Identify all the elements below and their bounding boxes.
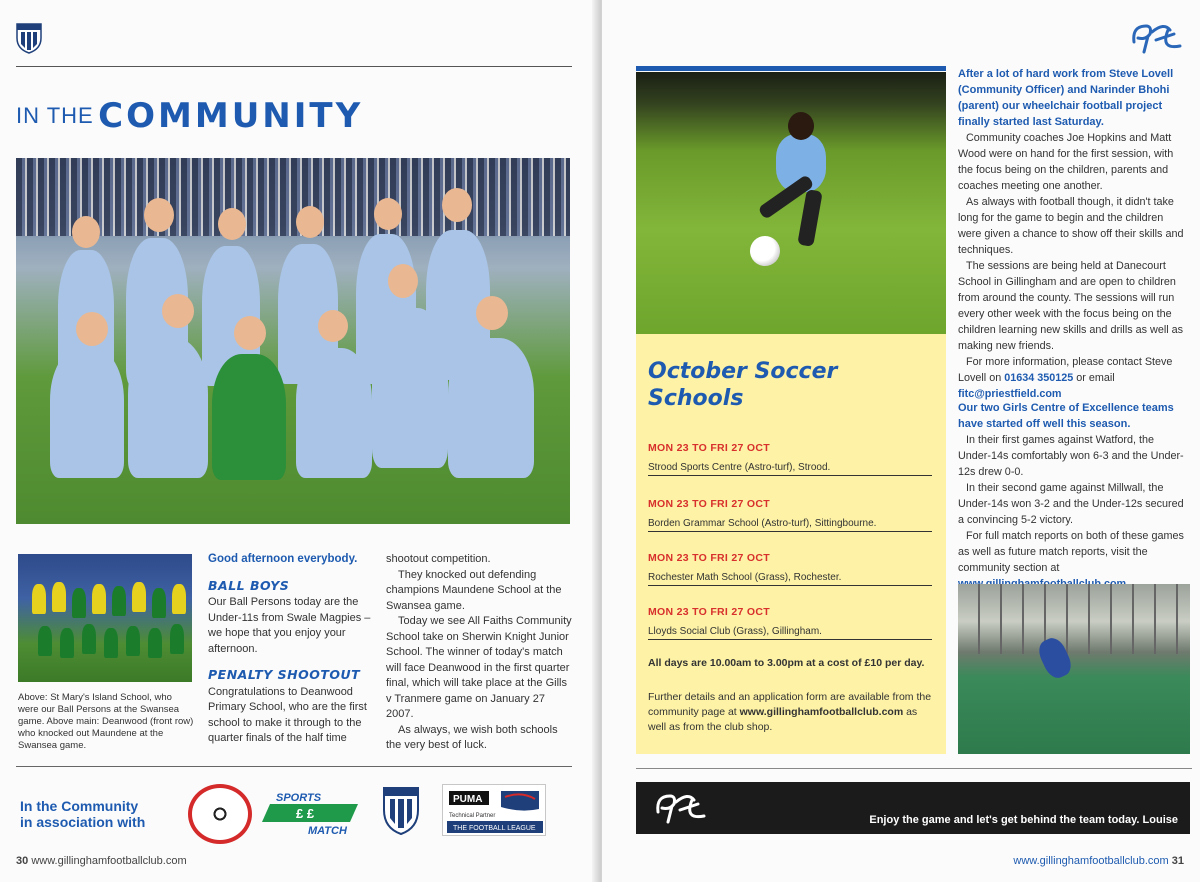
- ball-boys-text: Our Ball Persons today are the Under-11s from Swale Magpies – we hope that you enjoy your afternoon.: [208, 596, 371, 655]
- girls-article: [958, 400, 1188, 592]
- further-details: [648, 690, 938, 735]
- association-line-2: in association with: [20, 814, 146, 830]
- right-page: [602, 0, 1200, 882]
- girls-para-3: [958, 528, 1188, 592]
- club-crest-icon: [16, 22, 42, 54]
- stadium-stand: [16, 158, 570, 236]
- closing-banner: [636, 782, 1190, 834]
- team-photo-deanwood: [16, 158, 570, 524]
- top-rule: [16, 66, 572, 67]
- girls-para-3-text: For full match reports on both of these games as well as future match reports, visit the community section at: [958, 530, 1184, 574]
- penalty-shootout-text: Congratulations to Deanwood Primary School, who are the first school to make it through to the quarter finals of the half time: [208, 685, 367, 744]
- entry-date: MON 23 TO FRI 27 OCT: [648, 498, 770, 510]
- ball: [750, 236, 780, 266]
- page-title: [16, 96, 363, 136]
- contact-mid-text: or email: [1076, 372, 1115, 384]
- penalty-shootout-heading: PENALTY SHOOTOUT: [208, 667, 361, 682]
- col3-para-1: shootout competition.: [386, 553, 491, 565]
- blue-rule: [636, 66, 946, 71]
- footer-right: [1013, 855, 1184, 867]
- photo-caption: Above: St Mary's Island School, who were our Ball Persons at the Swansea game. Above main: Deanwood (front row) who knocked out Maundene at the Swansea game.: [18, 692, 194, 751]
- contact-para: [958, 354, 1188, 402]
- contact-phone: 01634 350125: [1004, 372, 1074, 384]
- association-line-1: In the Community: [20, 798, 139, 814]
- soccer-school-photo: [636, 72, 946, 334]
- ball-boys-heading: BALL BOYS: [208, 577, 290, 593]
- girls-para-2: In their second game against Millwall, the Under-14s won 3-2 and the Under-12s secured a convincing 5-2 victory.: [958, 482, 1184, 526]
- gfc-logo-icon: [1130, 20, 1186, 56]
- sports-text: SPORTS: [276, 792, 322, 804]
- further-text-1: Further details and an application form are available from the community page at: [648, 691, 932, 718]
- footer-site-left[interactable]: www.gillinghamfootballclub.com: [31, 855, 187, 867]
- entry-venue: Borden Grammar School (Astro-turf), Sittingbourne.: [648, 518, 932, 532]
- bottom-rule-right: [636, 768, 1192, 769]
- entry-date: MON 23 TO FRI 27 OCT: [648, 606, 770, 618]
- all-days-info: All days are 10.00am to 3.00pm at a cost of £10 per day.: [648, 657, 925, 669]
- puma-sub-text: Technical Partner: [449, 813, 496, 819]
- football-icon: [210, 804, 230, 824]
- entry-venue: Rochester Math School (Grass), Rochester.: [648, 572, 932, 586]
- left-page: [0, 0, 598, 882]
- wheelchair-lead: After a lot of hard work from Steve Lovell (Community Officer) and Narinder Bhohi (parent) our wheelchair football project finally started last Saturday.: [958, 68, 1174, 128]
- wheelchair-article: [958, 66, 1188, 402]
- col3-para-3: Today we see All Faiths Community School take on Sherwin Knight Junior School. The winner of today's match will face Deanwood in the first quarter final, which will take place at the Gills v Tranmere game on January 27 2007.: [386, 615, 572, 720]
- schedule-entry: [648, 606, 932, 640]
- sports-match-logo: [262, 790, 362, 836]
- schedule-entry: [648, 552, 932, 586]
- puma-text: PUMA: [453, 794, 483, 805]
- bottom-rule: [16, 766, 572, 767]
- col3-para-4: As always, we wish both schools the very best of luck.: [386, 723, 558, 751]
- wheelchair-para-3: The sessions are being held at Danecourt School in Gillingham and are open to children from around the county. The sessions will run every other week with the focus being on the children learning new skills and drills as well as making new friends.: [958, 260, 1184, 352]
- footer-site-right[interactable]: www.gillinghamfootballclub.com: [1013, 855, 1169, 867]
- entry-date: MON 23 TO FRI 27 OCT: [648, 552, 770, 564]
- schedule-entry: [648, 442, 932, 476]
- wheelchair-para-1: Community coaches Joe Hopkins and Matt Wood were on hand for the first session, with the focus being on the children, parents and coaches meeting one another.: [958, 132, 1174, 192]
- girls-lead: Our two Girls Centre of Excellence teams have started off well this season.: [958, 402, 1174, 430]
- entry-date: MON 23 TO FRI 27 OCT: [648, 442, 770, 454]
- page-number-right: 31: [1171, 855, 1184, 867]
- svg-text:£ £: £ £: [296, 806, 315, 821]
- wheelchair-para-2: As always with football though, it didn't take long for the game to begin and the children were given a chance to show off their skills and techniques.: [958, 196, 1184, 256]
- team-photo-st-marys: [18, 554, 192, 682]
- entry-venue: Strood Sports Centre (Astro-turf), Strood.: [648, 462, 932, 476]
- soccer-schools-box: [636, 334, 946, 754]
- football-league-text: THE FOOTBALL LEAGUE: [453, 825, 536, 832]
- page-number-left: 30: [16, 855, 29, 867]
- col3-para-2: They knocked out defending champions Maundene School at the Swansea game.: [386, 568, 562, 612]
- further-text-2: as well as from the club shop.: [648, 706, 918, 733]
- soccer-schools-title: October Soccer Schools: [648, 359, 838, 411]
- footer-left: [16, 855, 187, 867]
- puma-football-league-logo: [442, 784, 546, 836]
- association-label: [20, 798, 145, 830]
- banner-message: Enjoy the game and let's get behind the team today. Louise: [869, 814, 1178, 826]
- article-column-2: [208, 552, 372, 747]
- greeting: Good afternoon everybody.: [208, 553, 358, 565]
- title-main: COMMUNITY: [98, 96, 364, 136]
- gfc-logo-white-icon: [652, 790, 712, 826]
- contact-email-link[interactable]: fitc@priestfield.com: [958, 388, 1062, 400]
- fence: [958, 584, 1190, 654]
- gillingham-crest-logo: [382, 784, 420, 836]
- football-in-the-community-logo: [188, 784, 252, 844]
- further-site-link[interactable]: www.gillinghamfootballclub.com: [739, 706, 904, 718]
- article-column-3: [386, 552, 572, 754]
- match-text: MATCH: [308, 825, 347, 836]
- goalkeeper-photo: [958, 584, 1190, 754]
- entry-venue: Lloyds Social Club (Grass), Gillingham.: [648, 626, 932, 640]
- schedule-entry: [648, 498, 932, 532]
- girls-para-1: In their first games against Watford, the Under-14s comfortably won 6-3 and the Under-12s drew 0-0.: [958, 434, 1184, 478]
- title-prefix: IN THE: [16, 103, 94, 128]
- contact-text: For more information, please contact Steve Lovell on: [958, 356, 1173, 384]
